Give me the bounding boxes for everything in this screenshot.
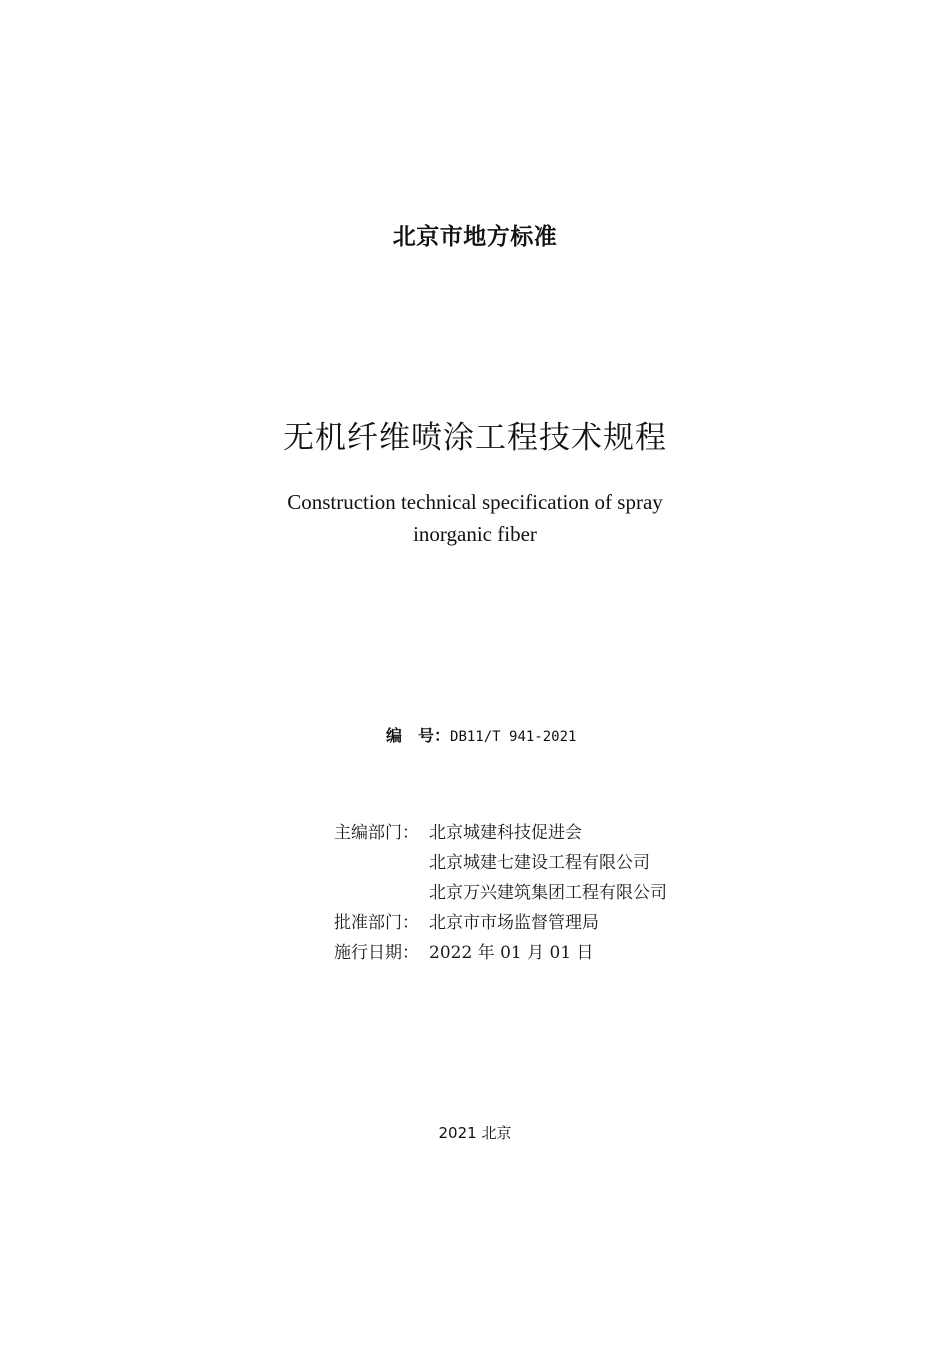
effective-date-row bbox=[334, 938, 667, 968]
editor-row bbox=[334, 818, 667, 908]
english-title-line-1: Construction technical specification of spray bbox=[287, 490, 663, 514]
approver-value-wrap bbox=[429, 908, 599, 938]
editor-item: 北京万兴建筑集团工程有限公司 bbox=[429, 883, 667, 903]
editor-item: 北京城建七建设工程有限公司 bbox=[429, 853, 650, 873]
publication-year-place: 2021 北京 bbox=[438, 1124, 512, 1142]
effective-date-value-wrap bbox=[429, 938, 594, 968]
approver-value: 北京市市场监督管理局 bbox=[429, 913, 599, 933]
document-title-english bbox=[0, 486, 950, 550]
approver-label: 批准部门： bbox=[334, 913, 419, 933]
standard-code-value: DB11/T 941-2021 bbox=[450, 729, 577, 745]
standard-code bbox=[386, 723, 576, 746]
standard-code-label: 编 号： bbox=[386, 726, 451, 745]
effective-date-label: 施行日期： bbox=[334, 943, 419, 963]
effective-date-value: 2022 年 01 月 01 日 bbox=[429, 943, 594, 963]
standard-type-heading: 北京市地方标准 bbox=[392, 224, 558, 250]
editor-item: 北京城建科技促进会 bbox=[429, 823, 582, 843]
editor-label: 主编部门： bbox=[334, 823, 419, 843]
english-title-line-2: inorganic fiber bbox=[413, 522, 537, 546]
issuing-info-block bbox=[334, 818, 667, 968]
approver-row bbox=[334, 908, 667, 938]
document-title-chinese: 无机纤维喷涂工程技术规程 bbox=[283, 420, 667, 456]
editor-list bbox=[429, 818, 667, 908]
